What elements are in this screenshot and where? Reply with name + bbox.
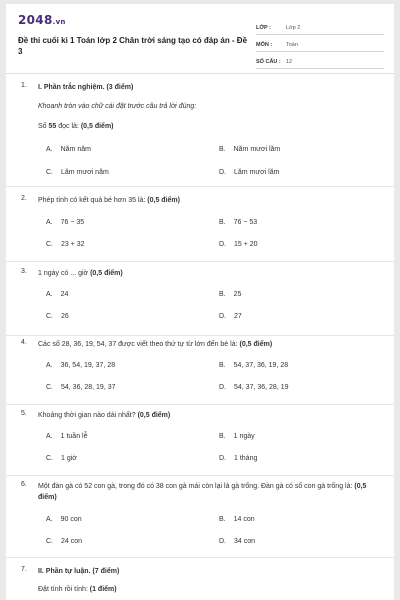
meta-label: SỐ CÂU :	[256, 59, 281, 65]
option-b[interactable]	[219, 291, 241, 298]
option-text: 26	[61, 313, 69, 320]
option-text: 23 + 32	[61, 241, 85, 248]
option-text: 1 giờ	[61, 455, 77, 462]
option-c[interactable]	[46, 313, 69, 320]
points-label: (0,5 điểm)	[239, 341, 273, 348]
section-heading: I. Phần trắc nghiệm. (3 điểm)	[38, 84, 134, 91]
question-number: 6.	[21, 481, 27, 488]
question-3	[6, 268, 394, 336]
option-b[interactable]	[219, 433, 255, 440]
option-c[interactable]	[46, 455, 77, 462]
option-letter: B.	[219, 433, 226, 440]
question-4	[6, 339, 394, 405]
option-text: 1 tuần lễ	[60, 433, 88, 440]
question-7	[6, 566, 394, 600]
option-d[interactable]	[219, 455, 257, 462]
option-c[interactable]	[46, 538, 82, 545]
option-letter: B.	[219, 219, 226, 226]
question-text	[38, 82, 378, 93]
option-letter: D.	[219, 169, 226, 176]
question-2	[6, 195, 394, 262]
document-title: Đề thi cuối kì 1 Toán lớp 2 Chân trời sáng tạo có đáp án - Đề 3	[18, 36, 248, 56]
sub-question-text: Số	[38, 123, 49, 130]
question-body: Các số 28, 36, 19, 54, 37 được viết theo thứ tự từ lớn đến bé là:	[38, 341, 240, 348]
option-letter: C.	[46, 384, 53, 391]
option-text: 24	[60, 291, 69, 298]
points-label: (0,5 điểm)	[38, 483, 367, 501]
meta-row-subject	[256, 35, 384, 52]
option-text: 54, 37, 36, 28, 19	[234, 384, 289, 391]
points-label: (0,5 điểm)	[137, 412, 171, 419]
points-label: (0,5 điểm)	[80, 123, 114, 130]
sub-question	[38, 586, 117, 593]
logo-text: 2048	[18, 13, 53, 27]
question-6	[6, 481, 394, 558]
option-b[interactable]	[219, 516, 255, 523]
option-letter: D.	[219, 384, 226, 391]
option-a[interactable]	[46, 146, 91, 153]
option-text: 27	[234, 313, 242, 320]
question-body: 1 ngày có ... giờ	[38, 270, 91, 277]
option-text: 54, 36, 28, 19, 37	[61, 384, 116, 391]
option-letter: C.	[46, 455, 53, 462]
question-1	[6, 82, 394, 187]
option-text: 25	[233, 291, 242, 298]
question-number: 4.	[21, 339, 27, 346]
sub-question-number: 55	[48, 123, 57, 130]
option-text: 76 − 53	[233, 219, 258, 226]
option-letter: C.	[46, 538, 53, 545]
option-d[interactable]	[219, 169, 279, 176]
option-d[interactable]	[219, 538, 255, 545]
logo-domain: .vn	[52, 18, 66, 26]
option-letter: A.	[46, 516, 53, 523]
option-text: 1 ngày	[233, 433, 255, 440]
question-number: 7.	[21, 566, 27, 573]
option-a[interactable]	[46, 362, 115, 369]
points-label: (0,5 điểm)	[90, 270, 123, 277]
option-a[interactable]	[46, 516, 82, 523]
option-letter: A.	[46, 291, 53, 298]
option-letter: A.	[46, 433, 53, 440]
meta-value: Lớp 2	[286, 25, 301, 31]
option-letter: B.	[219, 516, 226, 523]
option-letter: D.	[219, 241, 226, 248]
sub-question-text: đọc là:	[56, 123, 81, 130]
option-c[interactable]	[46, 169, 109, 176]
option-letter: B.	[219, 146, 226, 153]
site-logo[interactable]	[18, 13, 66, 27]
question-instruction: Khoanh tròn vào chữ cái đặt trước câu trả lời đúng:	[38, 103, 197, 110]
option-letter: A.	[46, 146, 53, 153]
option-b[interactable]	[219, 219, 257, 226]
option-letter: C.	[46, 241, 53, 248]
option-text: 76 − 35	[60, 219, 85, 226]
option-letter: C.	[46, 313, 53, 320]
option-d[interactable]	[219, 241, 258, 248]
document-meta	[256, 18, 384, 69]
option-a[interactable]	[46, 433, 87, 440]
sub-question-text: Đặt tính rồi tính:	[38, 586, 90, 593]
question-number: 1.	[21, 82, 27, 89]
option-b[interactable]	[219, 146, 280, 153]
option-c[interactable]	[46, 241, 85, 248]
question-text	[38, 268, 378, 279]
option-text: Lăm mươi năm	[61, 169, 109, 176]
option-letter: D.	[219, 538, 226, 545]
option-d[interactable]	[219, 313, 242, 320]
option-letter: C.	[46, 169, 53, 176]
option-c[interactable]	[46, 384, 116, 391]
option-letter: A.	[46, 219, 53, 226]
question-text	[38, 339, 378, 350]
meta-label: LỚP :	[256, 25, 271, 31]
sub-question	[38, 123, 114, 130]
page-header	[6, 4, 394, 74]
option-text: 15 + 20	[234, 241, 258, 248]
option-text: 90 con	[60, 516, 82, 523]
option-text: Lăm mươi lăm	[234, 169, 280, 176]
meta-label: MÔN :	[256, 42, 273, 48]
question-number: 3.	[21, 268, 27, 275]
option-text: 1 tháng	[234, 455, 258, 462]
question-text	[38, 195, 378, 206]
option-d[interactable]	[219, 384, 289, 391]
question-body: Phép tính có kết quả bé hơn 35 là:	[38, 197, 148, 204]
points-label: (1 điểm)	[89, 586, 117, 593]
meta-row-class	[256, 18, 384, 35]
option-text: 54, 37, 36, 19, 28	[233, 362, 289, 369]
option-letter: B.	[219, 362, 226, 369]
option-text: Năm mươi lăm	[233, 146, 281, 153]
points-label: (0,5 điểm)	[147, 197, 180, 204]
option-text: Năm năm	[60, 146, 91, 153]
option-a[interactable]	[46, 291, 68, 298]
option-text: 36, 54, 19, 37, 28	[60, 362, 116, 369]
option-text: 14 con	[233, 516, 255, 523]
question-body: Khoảng thời gian nào dài nhất?	[38, 412, 138, 419]
option-letter: A.	[46, 362, 53, 369]
meta-value: 12	[286, 59, 293, 65]
question-number: 5.	[21, 410, 27, 417]
option-text: 34 con	[234, 538, 256, 545]
question-text	[38, 481, 378, 503]
worksheet-page	[6, 4, 394, 600]
section-heading: II. Phần tự luận. (7 điểm)	[38, 568, 120, 575]
question-body: Một đàn gà có 52 con gà, trong đó có 38 con gà mái còn lại là gà trống. Đàn gà có số con gà trống là:	[38, 483, 355, 490]
option-letter: D.	[219, 455, 226, 462]
option-a[interactable]	[46, 219, 84, 226]
question-text	[38, 566, 378, 577]
question-text	[38, 410, 378, 421]
meta-value: Toán	[286, 42, 298, 48]
option-b[interactable]	[219, 362, 288, 369]
question-5	[6, 410, 394, 476]
meta-row-count	[256, 52, 384, 69]
option-text: 24 con	[61, 538, 83, 545]
option-letter: D.	[219, 313, 226, 320]
option-letter: B.	[219, 291, 226, 298]
question-number: 2.	[21, 195, 27, 202]
